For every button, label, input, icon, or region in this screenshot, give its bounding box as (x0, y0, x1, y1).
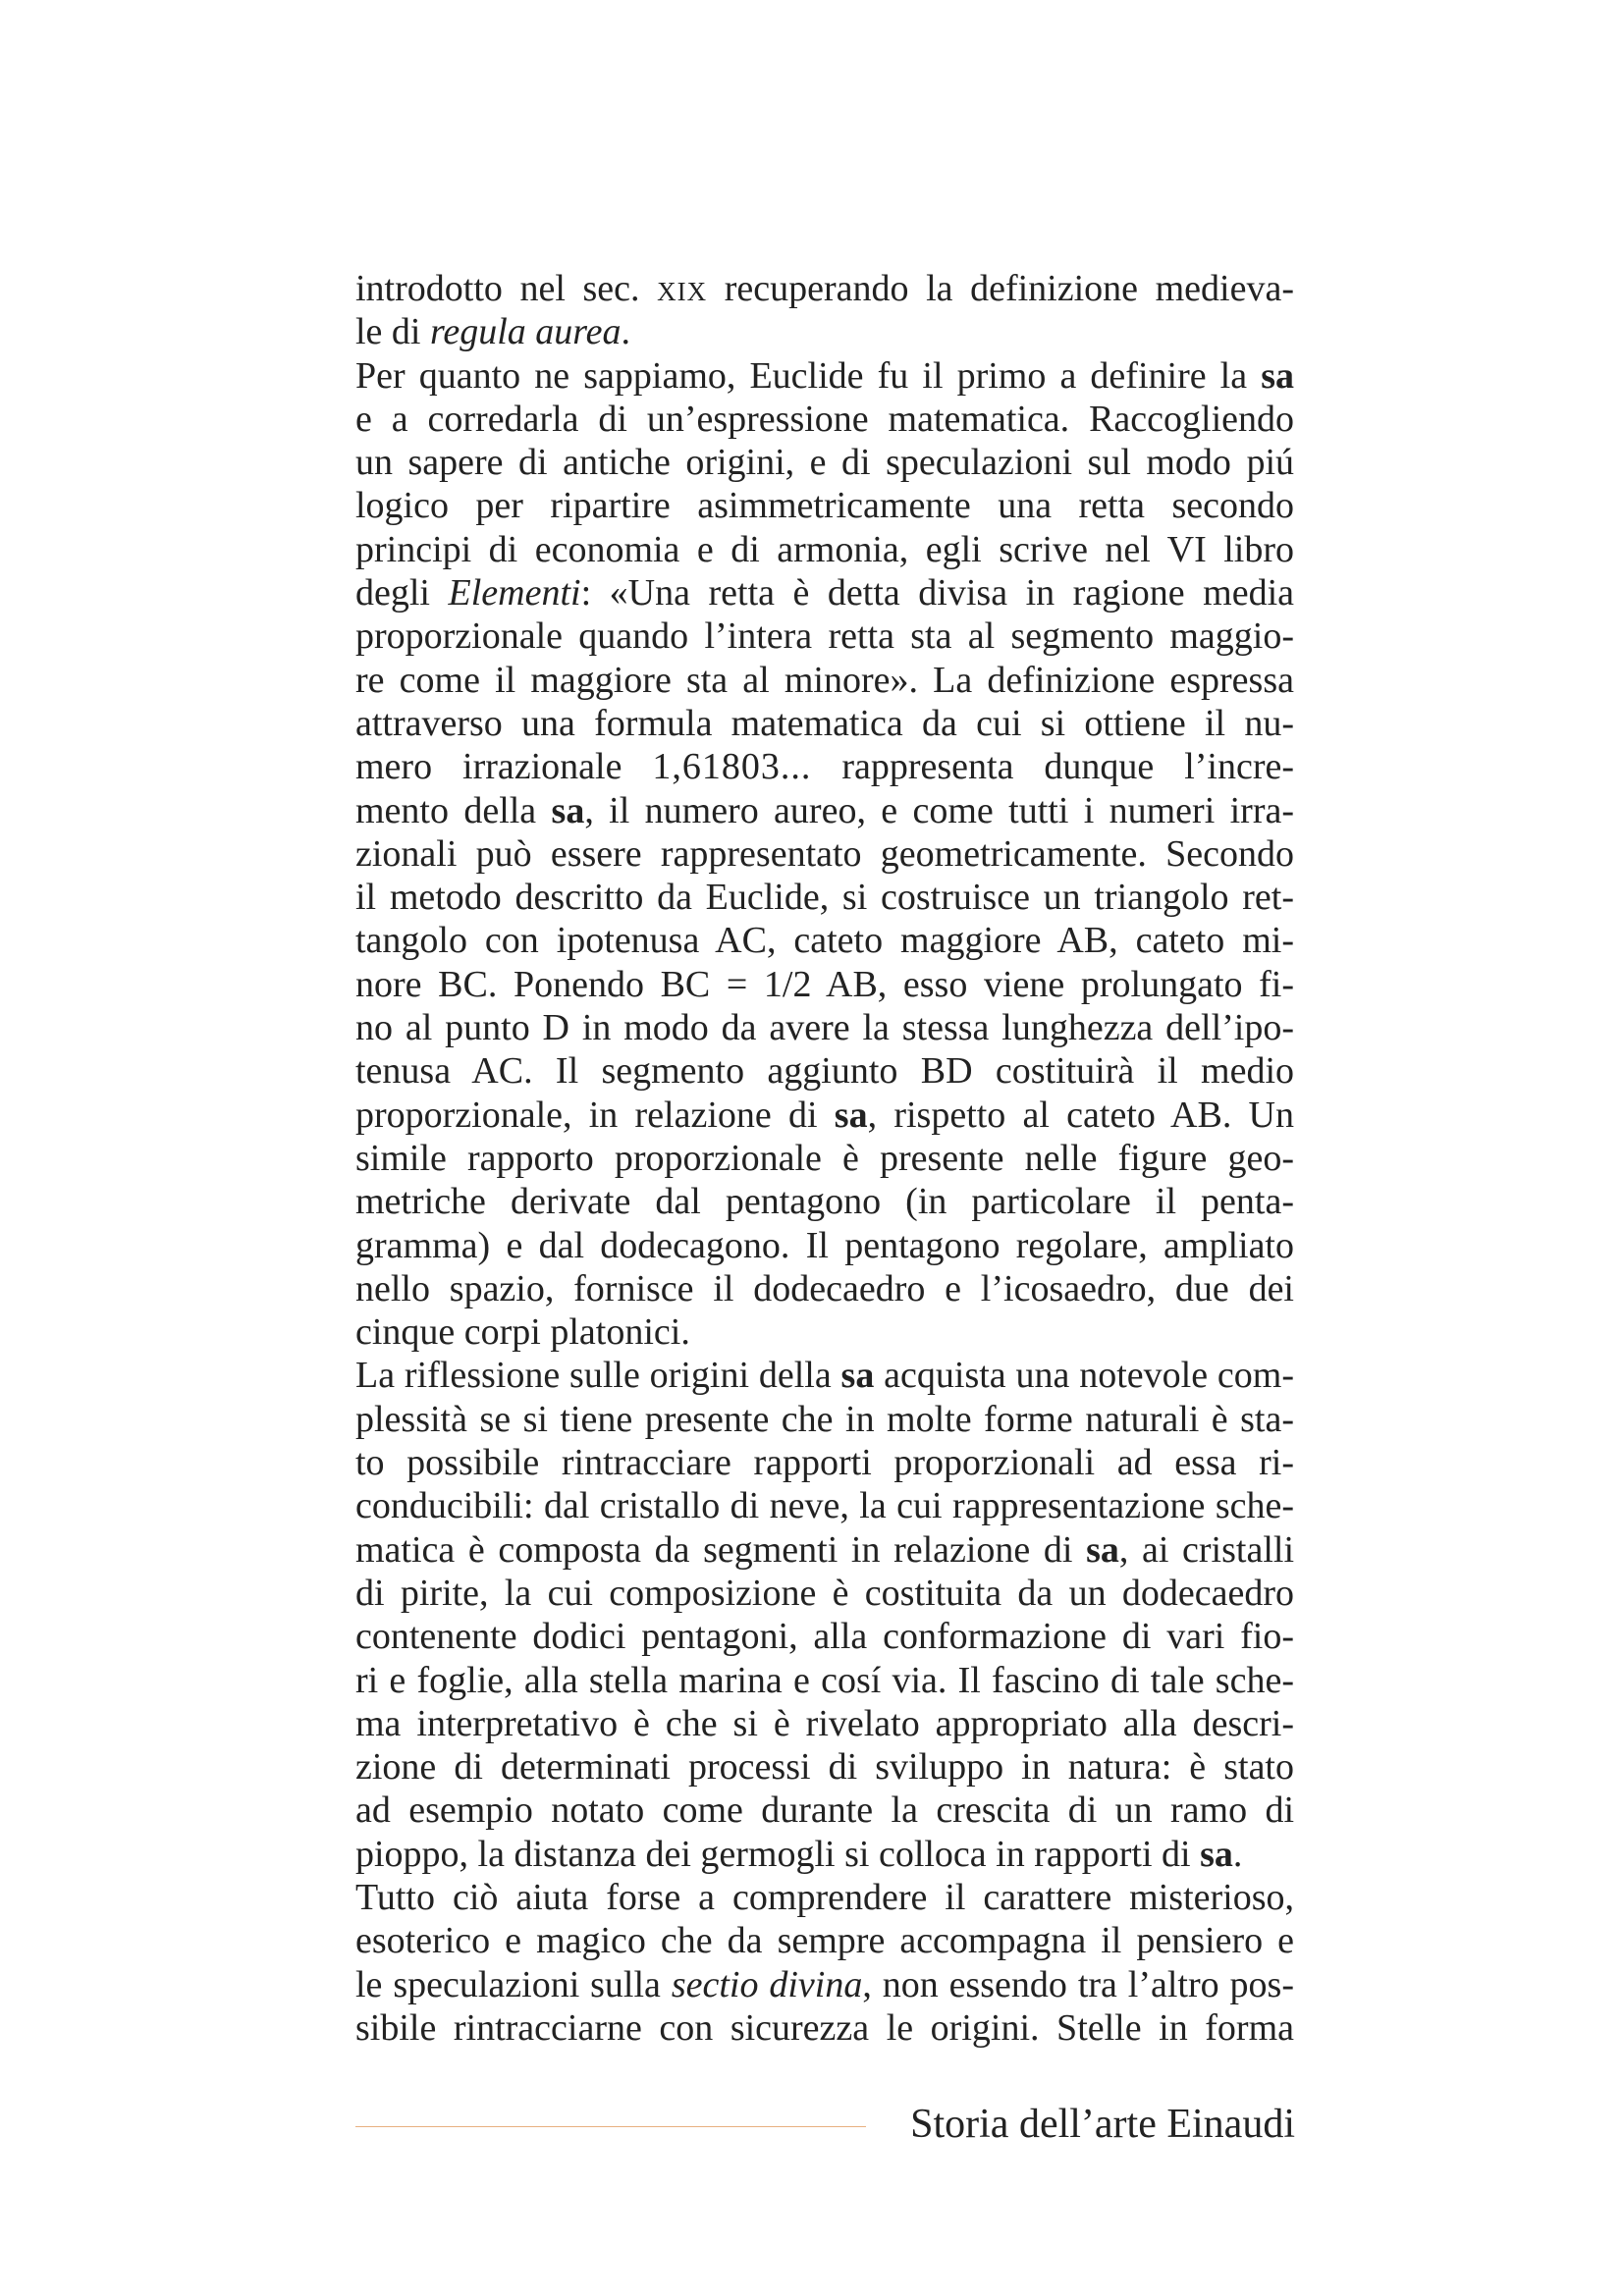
text-line (355, 1354, 1294, 1397)
text-run: , ai cristalli (1118, 1528, 1295, 1571)
text-line (355, 354, 1294, 398)
text-line (355, 1659, 1294, 1702)
text-run: le di (355, 311, 430, 353)
text-run: Tutto ciò aiuta forse a comprendere il carattere misterioso, (355, 1876, 1294, 1918)
abbrev-sa: sa (834, 1094, 868, 1136)
text-run: xix (657, 268, 708, 309)
text-line (355, 919, 1294, 962)
text-run: sibile rintracciarne con sicurezza le origini. Stelle in forma (355, 2006, 1294, 2049)
text-run: ri e foglie, alla stella marina e cosí via. Il fascino di tale sche- (355, 1659, 1294, 1701)
text-line (355, 1441, 1294, 1484)
text-run: tangolo con ipotenusa AC, cateto maggiore AB, cateto mi- (355, 920, 1294, 962)
text-run: metriche derivate dal pentagono (in particolare il penta- (355, 1181, 1294, 1223)
text-run: , non essendo tra l’altro pos- (862, 1963, 1294, 2005)
text-run: , rispetto al cateto AB. Un (867, 1094, 1294, 1136)
text-line (355, 1224, 1294, 1267)
text-run: matica è composta da segmenti in relazione di (355, 1528, 1087, 1571)
text-run: rappresenta dunque l’incre- (811, 746, 1295, 788)
text-run: e a corredarla di un’espressione matematica. Raccogliendo (355, 398, 1294, 440)
text-run: : «Una retta è detta divisa in ragione media (580, 572, 1295, 614)
abbrev-sa: sa (551, 789, 585, 831)
italic-term: sectio divina (671, 1963, 863, 2005)
abbrev-sa: sa (840, 1355, 875, 1397)
text-line (355, 1180, 1294, 1223)
text-line (355, 614, 1294, 658)
text-run: contenente dodici pentagoni, alla conformazione di vari fio- (355, 1616, 1294, 1658)
text-line (355, 1745, 1294, 1789)
text-run: acquista una notevole com- (874, 1355, 1294, 1397)
italic-term: regula aurea (429, 311, 622, 353)
footer-title: Storia dell’arte Einaudi (910, 2102, 1295, 2147)
text-line (355, 571, 1294, 614)
text-run: principi di economia e di armonia, egli scrive nel VI libro (355, 528, 1294, 570)
text-line (355, 1528, 1294, 1572)
text-run: il metodo descritto da Euclide, si costruisce un triangolo ret- (355, 877, 1294, 919)
text-line (355, 1963, 1294, 2006)
text-run: attraverso una formula matematica da cui si ottiene il nu- (355, 702, 1294, 744)
text-line (355, 832, 1294, 876)
text-run: degli (355, 572, 449, 614)
text-run: tenusa AC. Il segmento aggiunto BD costituirà il medio (355, 1050, 1294, 1093)
text-run: zione di determinati processi di sviluppo in natura: è stato (355, 1746, 1294, 1789)
text-line (355, 659, 1294, 702)
text-run: esoterico e magico che da sempre accompagna il pensiero e (355, 1920, 1294, 1962)
text-line (355, 1615, 1294, 1658)
text-line (355, 310, 1294, 353)
text-run: nello spazio, fornisce il dodecaedro e l’icosaedro, due dei (355, 1267, 1294, 1309)
text-line (355, 1137, 1294, 1180)
text-line (355, 484, 1294, 527)
text-line (355, 1267, 1294, 1310)
text-run: . (621, 311, 631, 353)
text-run: pioppo, la distanza dei germogli si colloca in rapporti di (355, 1833, 1201, 1875)
text-line (355, 1484, 1294, 1527)
text-run: nore BC. Ponendo BC = 1/2 AB, esso viene prolungato fi- (355, 963, 1294, 1005)
abbrev-sa: sa (1086, 1528, 1119, 1571)
text-run: . (1232, 1833, 1243, 1875)
text-run: simile rapporto proporzionale è presente nelle figure geo- (355, 1137, 1294, 1179)
text-run: La riflessione sulle origini della (355, 1355, 841, 1397)
text-line (355, 1833, 1294, 1876)
text-line (355, 745, 1294, 788)
text-line (355, 876, 1294, 919)
text-line (355, 1310, 1294, 1354)
text-run: mero irrazionale (355, 746, 653, 788)
text-line (355, 1572, 1294, 1615)
text-line (355, 1398, 1294, 1441)
text-line (355, 2006, 1294, 2050)
abbrev-sa: sa (1200, 1833, 1233, 1875)
text-run: conducibili: dal cristallo di neve, la cui rappresentazione sche- (355, 1485, 1294, 1527)
text-run: un sapere di antiche origini, e di speculazioni sul modo piú (355, 442, 1294, 484)
text-run: cinque corpi platonici. (355, 1311, 690, 1354)
text-run: plessità se si tiene presente che in molte forme naturali è sta- (355, 1398, 1294, 1440)
text-line (355, 702, 1294, 745)
text-run: to possibile rintracciare rapporti proporzionali ad essa ri- (355, 1442, 1294, 1484)
text-run: logico per ripartire asimmetricamente una retta secondo (355, 485, 1294, 527)
text-run: ad esempio notato come durante la crescita di un ramo di (355, 1789, 1294, 1832)
text-line (355, 1919, 1294, 1962)
text-run: proporzionale quando l’intera retta sta al segmento maggio- (355, 615, 1294, 658)
text-line (355, 1094, 1294, 1137)
text-line (355, 1006, 1294, 1049)
italic-term: Elementi (448, 572, 581, 614)
text-line (355, 1876, 1294, 1919)
text-run: Per quanto ne sappiamo, Euclide fu il primo a definire la (355, 354, 1262, 397)
body-text (355, 267, 1294, 2050)
text-run: mento della (355, 789, 552, 831)
text-run: di pirite, la cui composizione è costituita da un dodecaedro (355, 1572, 1294, 1614)
text-line (355, 398, 1294, 441)
text-line (355, 1702, 1294, 1745)
text-line (355, 963, 1294, 1006)
text-run: , il numero aureo, e come tutti i numeri irra- (584, 789, 1294, 831)
text-run: le speculazioni sulla (355, 1963, 672, 2005)
text-run: proporzionale, in relazione di (355, 1094, 835, 1136)
text-run: zionali può essere rappresentato geometricamente. Secondo (355, 832, 1294, 875)
text-run: recuperando la definizione medieva- (707, 268, 1294, 309)
text-run: ma interpretativo è che si è rivelato appropriato alla descri- (355, 1702, 1294, 1744)
text-line (355, 528, 1294, 571)
abbrev-sa: sa (1261, 354, 1294, 397)
text-run: re come il maggiore sta al minore». La definizione espressa (355, 659, 1294, 701)
text-line (355, 267, 1294, 310)
footer-rule (355, 2126, 866, 2127)
text-line (355, 1049, 1294, 1093)
text-run: no al punto D in modo da avere la stessa lunghezza dell’ipo- (355, 1007, 1294, 1049)
text-run: 1,61803... (652, 746, 812, 788)
text-line (355, 1789, 1294, 1832)
text-run: gramma) e dal dodecagono. Il pentagono regolare, ampliato (355, 1224, 1294, 1266)
text-run: introdotto nel sec. (355, 268, 658, 309)
text-line (355, 789, 1294, 832)
text-line (355, 441, 1294, 484)
